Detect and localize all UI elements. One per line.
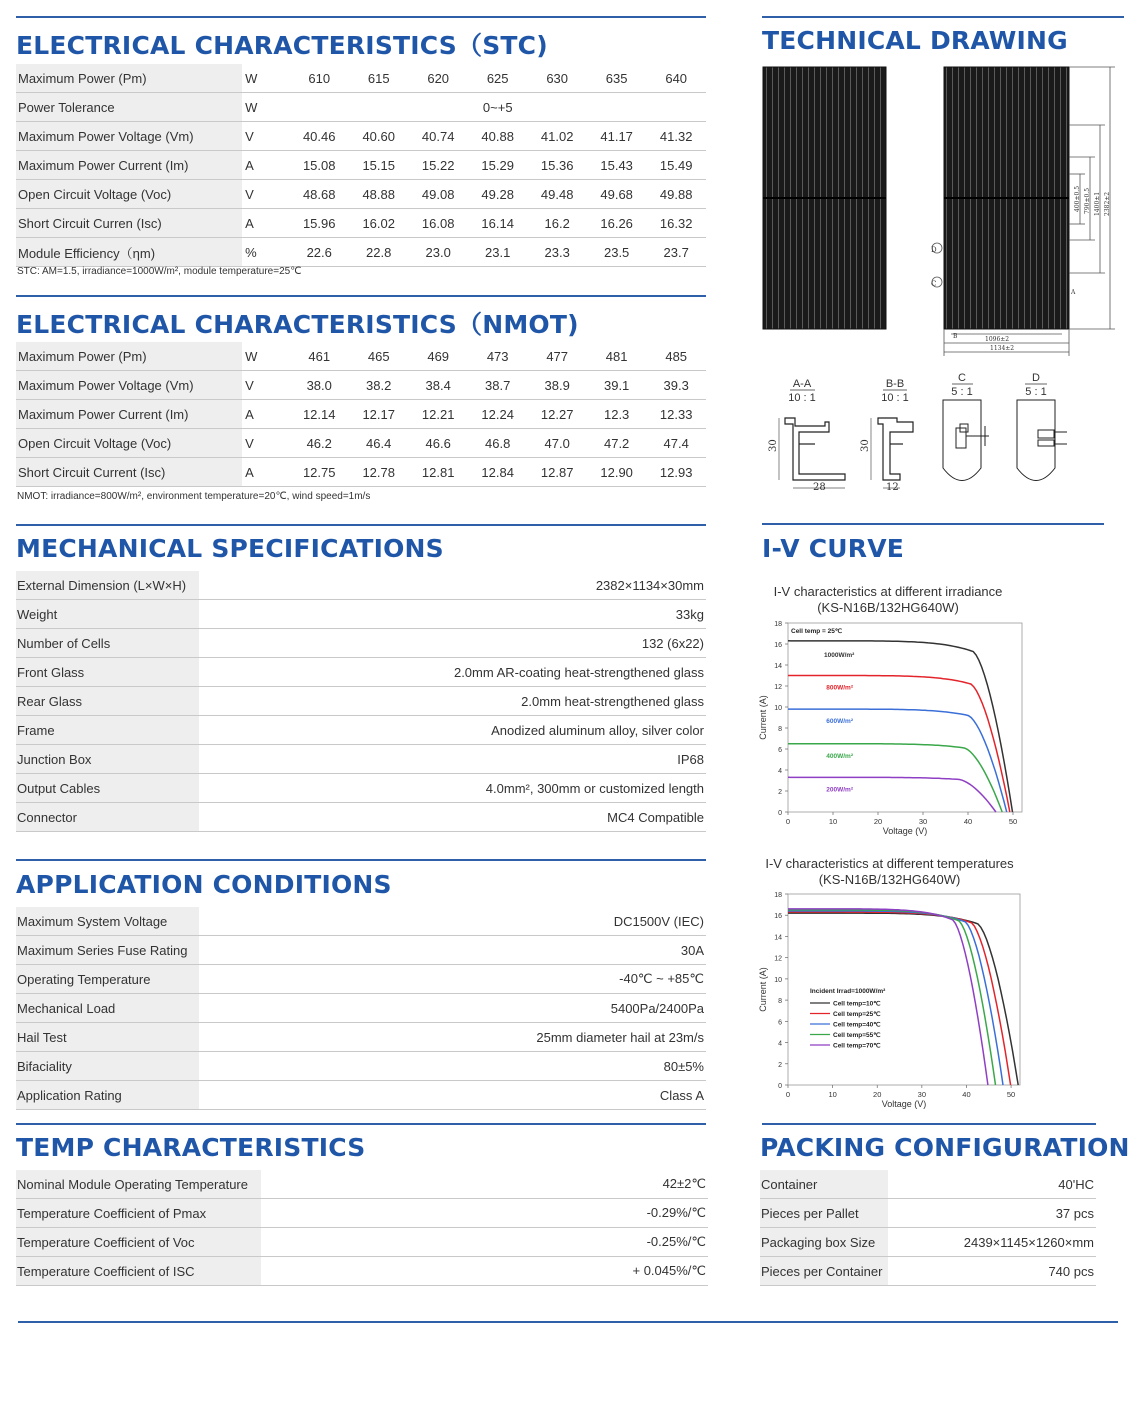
row-unit: %: [242, 238, 289, 267]
divider: [16, 859, 706, 861]
table-row: [16, 458, 706, 487]
row-value: 12.87: [527, 458, 586, 487]
table-row: [16, 658, 706, 687]
packing-table: [760, 1170, 1096, 1286]
row-value: 39.3: [646, 371, 706, 400]
series-label: 1000W/m²: [824, 651, 855, 659]
row-value: 615: [349, 64, 408, 93]
marker-d: D: [931, 246, 937, 254]
y-tick-label: 14: [774, 934, 782, 942]
row-label: Short Circuit Current (Isc): [16, 458, 242, 487]
row-value: 30A: [199, 936, 706, 965]
y-tick-label: 12: [774, 684, 782, 691]
row-label: Rear Glass: [16, 687, 199, 716]
y-axis-label: Current (A): [758, 695, 768, 740]
row-value: -40℃ ~ +85℃: [199, 965, 706, 994]
row-value: 485: [646, 342, 706, 371]
row-value: 23.7: [646, 238, 706, 267]
x-tick-label: 0: [785, 1090, 791, 1099]
x-tick-label: 10: [828, 817, 838, 826]
legend-entry: Cell temp=10℃: [833, 1000, 881, 1008]
table-row: [760, 1170, 1096, 1199]
table-row: [16, 745, 706, 774]
section-bb-label: B-B: [885, 378, 905, 390]
row-label: Short Circuit Curren (Isc): [16, 209, 242, 238]
row-label: Power Tolerance: [16, 93, 242, 122]
row-unit: V: [242, 180, 289, 209]
row-value: 41.17: [587, 122, 646, 151]
row-unit: A: [242, 151, 289, 180]
row-value: 47.2: [587, 429, 646, 458]
detail-c-label: C: [958, 372, 966, 384]
marker-a: A: [1071, 289, 1076, 296]
table-row: [16, 687, 706, 716]
divider: [762, 16, 1124, 18]
row-value: 473: [468, 342, 527, 371]
row-value: 4.0mm², 300mm or customized length: [199, 774, 706, 803]
chart2-title-line2: (KS-N16B/132HG640W): [818, 872, 961, 887]
row-label: Temperature Coefficient of Voc: [16, 1228, 261, 1257]
row-unit: W: [242, 342, 289, 371]
row-value: 49.28: [468, 180, 527, 209]
x-tick-label: 30: [917, 1090, 927, 1099]
row-label: Number of Cells: [16, 629, 199, 658]
row-value: 48.88: [349, 180, 408, 209]
row-value: 23.1: [468, 238, 527, 267]
row-value: 630: [527, 64, 586, 93]
row-value: 12.17: [349, 400, 408, 429]
legend-entry: Cell temp=40℃: [833, 1021, 881, 1029]
chart2-title-line1: I-V characteristics at different temperatures: [765, 856, 1014, 871]
dim-h3: 1400±1: [1094, 191, 1101, 216]
row-value: 16.02: [349, 209, 408, 238]
divider: [762, 523, 1104, 525]
table-row: [16, 1023, 706, 1052]
row-label: Pieces per Pallet: [760, 1199, 888, 1228]
dim-h4: 2382±2: [1104, 191, 1111, 216]
row-value: 41.32: [646, 122, 706, 151]
aa-dim-width: 28: [813, 482, 826, 493]
row-value: 15.43: [587, 151, 646, 180]
row-label: Operating Temperature: [16, 965, 199, 994]
row-value: 16.26: [587, 209, 646, 238]
footer-divider: [18, 1321, 1118, 1323]
packing-title: PACKING CONFIGURATION: [760, 1133, 1130, 1162]
row-value: 620: [408, 64, 467, 93]
row-value: 465: [349, 342, 408, 371]
row-value: 49.48: [527, 180, 586, 209]
x-tick-label: 0: [785, 817, 791, 826]
detail-d-scale: 5 : 1: [1025, 386, 1047, 398]
bb-dim-height: 30: [860, 439, 871, 452]
y-tick-label: 2: [778, 789, 782, 796]
divider: [16, 524, 706, 526]
row-value: 23.0: [408, 238, 467, 267]
y-tick-label: 12: [774, 955, 782, 963]
row-value: 38.7: [468, 371, 527, 400]
nmot-title: ELECTRICAL CHARACTERISTICS（NMOT): [16, 310, 579, 339]
table-row: [16, 1081, 706, 1110]
row-value: Anodized aluminum alloy, silver color: [199, 716, 706, 745]
row-label: Maximum Power Current (Im): [16, 400, 242, 429]
y-tick-label: 16: [774, 642, 782, 649]
stc-note: STC: AM=1.5, irradiance=1000W/m², module temperature=25℃: [17, 266, 302, 277]
x-tick-label: 20: [873, 1090, 882, 1099]
row-value: 2.0mm heat-strengthened glass: [199, 687, 706, 716]
row-value: 38.9: [527, 371, 586, 400]
chart1-title: [762, 584, 1014, 616]
row-value: 12.3: [587, 400, 646, 429]
row-value: 37 pcs: [888, 1199, 1096, 1228]
row-value: 46.2: [289, 429, 348, 458]
table-row: [16, 716, 706, 745]
row-value: DC1500V (IEC): [199, 907, 706, 936]
nmot-note: NMOT: irradiance=800W/m², environment temperature=20℃, wind speed=1m/s: [17, 491, 371, 502]
divider: [16, 1123, 706, 1125]
table-row: [16, 209, 706, 238]
table-row: [16, 371, 706, 400]
row-value: 15.08: [289, 151, 348, 180]
table-row: [16, 600, 706, 629]
detail-d-label: D: [1032, 372, 1040, 384]
row-label: Pieces per Container: [760, 1257, 888, 1286]
divider: [16, 295, 706, 297]
row-value: 610: [289, 64, 348, 93]
row-label: Bifaciality: [16, 1052, 199, 1081]
row-value: 38.4: [408, 371, 467, 400]
row-value: 5400Pa/2400Pa: [199, 994, 706, 1023]
table-row: [16, 1257, 708, 1286]
row-label: Temperature Coefficient of ISC: [16, 1257, 261, 1286]
row-label: Application Rating: [16, 1081, 199, 1110]
table-row: [760, 1228, 1096, 1257]
table-row: [16, 180, 706, 209]
row-label: Maximum Power (Pm): [16, 64, 242, 93]
row-value: 49.68: [587, 180, 646, 209]
row-unit: W: [242, 93, 289, 122]
row-label: Connector: [16, 803, 199, 832]
aa-dim-height: 30: [768, 439, 779, 452]
row-label: Mechanical Load: [16, 994, 199, 1023]
series-label: 600W/m²: [826, 718, 853, 726]
row-value: 2439×1145×1260×mm: [888, 1228, 1096, 1257]
row-value: -0.25%/℃: [261, 1228, 708, 1257]
y-tick-label: 0: [778, 1083, 782, 1090]
row-label: Container: [760, 1170, 888, 1199]
row-label: Front Glass: [16, 658, 199, 687]
row-label: Frame: [16, 716, 199, 745]
series-label: 800W/m²: [826, 684, 853, 692]
table-row: [16, 994, 706, 1023]
x-tick-label: 40: [963, 817, 973, 826]
row-value: 48.68: [289, 180, 348, 209]
row-label: Maximum Power Voltage (Vm): [16, 122, 242, 151]
row-label: Nominal Module Operating Temperature: [16, 1170, 261, 1199]
row-unit: A: [242, 458, 289, 487]
table-row: [16, 907, 706, 936]
table-row: [16, 1170, 708, 1199]
series-label: 200W/m²: [826, 786, 853, 794]
row-value: 635: [587, 64, 646, 93]
divider: [16, 16, 706, 18]
table-row: [760, 1257, 1096, 1286]
row-label: Module Efficiency（ηm): [16, 238, 242, 267]
row-value: 132 (6x22): [199, 629, 706, 658]
application-title: APPLICATION CONDITIONS: [16, 870, 392, 899]
y-tick-label: 8: [778, 998, 782, 1006]
row-value: 25mm diameter hail at 23m/s: [199, 1023, 706, 1052]
y-tick-label: 6: [778, 747, 782, 754]
y-tick-label: 10: [774, 705, 782, 712]
row-value: 47.4: [646, 429, 706, 458]
legend-entry: Cell temp=55℃: [833, 1032, 881, 1039]
row-unit: W: [242, 64, 289, 93]
table-row: [16, 803, 706, 832]
table-row: [16, 1228, 708, 1257]
table-row: [760, 1199, 1096, 1228]
row-unit: V: [242, 429, 289, 458]
row-label: Maximum Power (Pm): [16, 342, 242, 371]
x-axis-label: Voltage (V): [882, 826, 928, 836]
row-value: -0.29%/℃: [261, 1199, 708, 1228]
x-tick-label: 10: [828, 1090, 837, 1099]
row-value: 16.08: [408, 209, 467, 238]
row-value: 481: [587, 342, 646, 371]
x-axis-label: Voltage (V): [881, 1099, 927, 1109]
temp-table: [16, 1170, 708, 1286]
y-tick-label: 4: [778, 768, 782, 775]
stc-title: ELECTRICAL CHARACTERISTICS（STC): [16, 31, 548, 60]
table-row: [16, 93, 706, 122]
row-label: Junction Box: [16, 745, 199, 774]
row-value: 23.3: [527, 238, 586, 267]
y-tick-label: 6: [778, 1019, 782, 1027]
row-value: 40.74: [408, 122, 467, 151]
row-value: 12.81: [408, 458, 467, 487]
row-value: 2.0mm AR-coating heat-strengthened glass: [199, 658, 706, 687]
row-unit: V: [242, 371, 289, 400]
row-value: 46.6: [408, 429, 467, 458]
row-value: 40.88: [468, 122, 527, 151]
row-label: Temperature Coefficient of Pmax: [16, 1199, 261, 1228]
row-unit: A: [242, 209, 289, 238]
row-value: 40.60: [349, 122, 408, 151]
row-label: Hail Test: [16, 1023, 199, 1052]
row-value: 16.2: [527, 209, 586, 238]
x-tick-label: 30: [918, 817, 928, 826]
table-row: [16, 400, 706, 429]
legend-entry: Cell temp=70℃: [833, 1042, 881, 1050]
technical-drawing-title: TECHNICAL DRAWING: [762, 26, 1068, 55]
detail-c-scale: 5 : 1: [951, 386, 973, 398]
row-value: 12.14: [289, 400, 348, 429]
row-value: 12.27: [527, 400, 586, 429]
series-label: 400W/m²: [826, 752, 853, 760]
x-tick-label: 20: [873, 817, 883, 826]
section-bb-scale: 10 : 1: [881, 392, 909, 404]
row-value: 46.8: [468, 429, 527, 458]
row-value: 461: [289, 342, 348, 371]
x-tick-label: 40: [962, 1090, 971, 1099]
y-axis-label: Current (A): [758, 967, 768, 1012]
table-row: [16, 629, 706, 658]
table-row: [16, 342, 706, 371]
nmot-table: [16, 342, 706, 487]
row-value: 12.33: [646, 400, 706, 429]
table-row: [16, 1052, 706, 1081]
mechanical-table: [16, 571, 706, 832]
row-value: 41.02: [527, 122, 586, 151]
divider: [762, 1123, 1096, 1125]
row-value: 15.49: [646, 151, 706, 180]
dim-width-outer: 1134±2: [990, 345, 1015, 352]
y-tick-label: 4: [778, 1040, 782, 1048]
row-value: 740 pcs: [888, 1257, 1096, 1286]
row-value: 16.14: [468, 209, 527, 238]
mechanical-title: MECHANICAL SPECIFICATIONS: [16, 534, 444, 563]
row-value: 15.29: [468, 151, 527, 180]
section-details: [755, 368, 1125, 498]
row-value: 625: [468, 64, 527, 93]
marker-c: C: [931, 280, 937, 288]
row-value: 12.93: [646, 458, 706, 487]
row-label: Maximum Series Fuse Rating: [16, 936, 199, 965]
table-row: [16, 151, 706, 180]
row-value: 22.8: [349, 238, 408, 267]
row-unit: V: [242, 122, 289, 151]
section-aa-label: A-A: [792, 378, 812, 390]
row-value: 12.84: [468, 458, 527, 487]
section-aa-scale: 10 : 1: [788, 392, 816, 404]
row-value: 40'HC: [888, 1170, 1096, 1199]
row-value: 49.08: [408, 180, 467, 209]
row-value: 12.24: [468, 400, 527, 429]
chart1-title-line2: (KS-N16B/132HG640W): [817, 600, 959, 615]
row-label: Maximum Power Voltage (Vm): [16, 371, 242, 400]
row-value: 12.75: [289, 458, 348, 487]
row-value: 2382×1134×30mm: [199, 571, 706, 600]
row-label: Output Cables: [16, 774, 199, 803]
row-value: + 0.045%/℃: [261, 1257, 708, 1286]
legend-entry: Cell temp=25℃: [833, 1011, 881, 1018]
row-label: Maximum System Voltage: [16, 907, 199, 936]
row-value: 38.2: [349, 371, 408, 400]
row-value: 33kg: [199, 600, 706, 629]
y-tick-label: 16: [774, 913, 782, 921]
dim-h2: 790±0.5: [1084, 187, 1091, 214]
panel-drawing: [755, 62, 1130, 362]
chart1-title-line1: I-V characteristics at different irradiance: [773, 584, 1003, 599]
row-value: 15.22: [408, 151, 467, 180]
row-value: 46.4: [349, 429, 408, 458]
row-value: MC4 Compatible: [199, 803, 706, 832]
table-row: [16, 774, 706, 803]
row-value: Class A: [199, 1081, 706, 1110]
table-row: [16, 429, 706, 458]
row-label: Open Circuit Voltage (Voc): [16, 180, 242, 209]
temp-title: TEMP CHARACTERISTICS: [16, 1133, 366, 1162]
row-value: 40.46: [289, 122, 348, 151]
row-label: Packaging box Size: [760, 1228, 888, 1257]
x-tick-label: 50: [1006, 1090, 1016, 1099]
table-row: [16, 1199, 708, 1228]
dim-h1: 400±0.5: [1074, 185, 1081, 212]
row-value: 80±5%: [199, 1052, 706, 1081]
row-value: 12.78: [349, 458, 408, 487]
row-value: 0~+5: [289, 93, 706, 122]
chart2-title: [752, 856, 1027, 888]
table-row: [16, 122, 706, 151]
row-value: 15.36: [527, 151, 586, 180]
iv-irradiance-chart: [755, 615, 1030, 840]
row-value: 15.15: [349, 151, 408, 180]
table-row: [16, 64, 706, 93]
table-row: [16, 936, 706, 965]
stc-table: [16, 64, 706, 267]
y-tick-label: 8: [778, 726, 782, 733]
row-label: External Dimension (L×W×H): [16, 571, 199, 600]
row-label: Maximum Power Current (Im): [16, 151, 242, 180]
y-tick-label: 14: [774, 663, 782, 670]
row-label: Open Circuit Voltage (Voc): [16, 429, 242, 458]
chart-annotation: Cell temp = 25℃: [791, 628, 843, 635]
row-value: 22.6: [289, 238, 348, 267]
row-value: 15.96: [289, 209, 348, 238]
dim-width-inner: 1096±2: [985, 336, 1010, 343]
row-value: 38.0: [289, 371, 348, 400]
row-value: 469: [408, 342, 467, 371]
row-value: 49.88: [646, 180, 706, 209]
row-value: IP68: [199, 745, 706, 774]
y-tick-label: 18: [774, 621, 782, 628]
x-tick-label: 50: [1008, 817, 1018, 826]
y-tick-label: 0: [778, 810, 782, 817]
row-value: 39.1: [587, 371, 646, 400]
row-value: 12.21: [408, 400, 467, 429]
row-value: 12.90: [587, 458, 646, 487]
table-row: [16, 238, 706, 267]
row-value: 42±2℃: [261, 1170, 708, 1199]
y-tick-label: 10: [774, 976, 782, 984]
y-tick-label: 18: [774, 892, 782, 899]
application-table: [16, 907, 706, 1110]
table-row: [16, 571, 706, 600]
row-value: 640: [646, 64, 706, 93]
row-value: 23.5: [587, 238, 646, 267]
chart-annotation: Incident Irrad=1000W/m²: [810, 988, 886, 995]
row-value: 47.0: [527, 429, 586, 458]
table-row: [16, 965, 706, 994]
row-value: 477: [527, 342, 586, 371]
y-tick-label: 2: [778, 1061, 782, 1069]
bb-dim-width: 12: [886, 482, 899, 493]
iv-curve-title: I-V CURVE: [762, 534, 905, 563]
row-value: 16.32: [646, 209, 706, 238]
marker-b: B: [953, 333, 958, 340]
row-unit: A: [242, 400, 289, 429]
row-label: Weight: [16, 600, 199, 629]
iv-temperature-chart: [755, 887, 1030, 1115]
